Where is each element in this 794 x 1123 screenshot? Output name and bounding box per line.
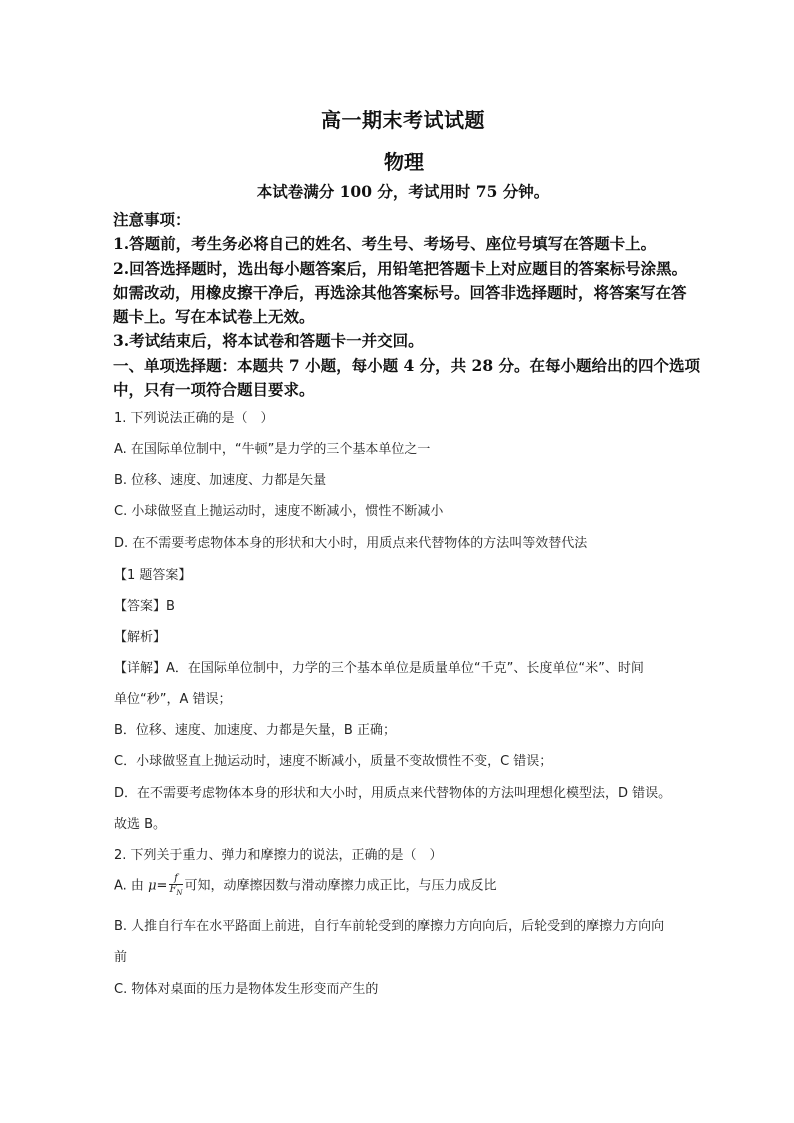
q2-option-b-line-1: B. 人推自行车在水平路面上前进，自行车前轮受到的摩擦力方向向后，后轮受到的摩擦力方向向 <box>114 919 665 934</box>
q1-stem: 1. 下列说法正确的是（ ） <box>114 411 274 426</box>
notice-item-1: 1.答题前，考生务必将自己的姓名、考生号、考场号、座位号填写在答题卡上。 <box>113 234 657 253</box>
q1-detail-d: D．在不需要考虑物体本身的形状和大小时，用质点来代替物体的方法叫理想化模型法，D 错误。 <box>114 786 672 801</box>
equals-sign: = <box>156 878 168 894</box>
friction-coefficient-formula <box>169 874 182 898</box>
page-title: 高一期末考试试题 <box>321 108 485 132</box>
q1-option-b: B. 位移、速度、加速度、力都是矢量 <box>114 473 327 488</box>
q1-detail-c: C．小球做竖直上抛运动时，速度不断减小，质量不变故惯性不变，C 错误； <box>114 754 553 769</box>
notice-item-2-line-3: 题卡上。写在本试卷上无效。 <box>113 307 315 326</box>
q2-option-c: C. 物体对桌面的压力是物体发生形变而产生的 <box>114 982 379 997</box>
section-1-heading-line-1: 一、单项选择题：本题共 7 小题，每小题 4 分，共 28 分。在每小题给出的四个选项 <box>113 356 701 375</box>
q1-conclusion: 故选 B。 <box>114 817 167 832</box>
notice-heading: 注意事项： <box>113 210 191 229</box>
q1-option-d: D. 在不需要考虑物体本身的形状和大小时，用质点来代替物体的方法叫等效替代法 <box>114 536 588 551</box>
formula-denominator: $F_N$ <box>169 884 183 897</box>
mu-symbol: μ <box>148 878 157 894</box>
q2-option-b-line-2: 前 <box>114 950 128 965</box>
q1-option-c: C. 小球做竖直上抛运动时，速度不断减小，惯性不断减小 <box>114 504 444 519</box>
q1-answer: 【答案】B <box>114 599 175 614</box>
q1-answer-header: 【1 题答案】 <box>114 568 192 583</box>
notice-item-3: 3.考试结束后，将本试卷和答题卡一并交回。 <box>113 331 424 350</box>
q1-option-a: A. 在国际单位制中，“牛顿”是力学的三个基本单位之一 <box>114 442 431 457</box>
notice-item-2-line-1: 2.回答选择题时，选出每小题答案后，用铅笔把答题卡上对应题目的答案标号涂黑。 <box>113 259 688 278</box>
q2-option-a <box>114 874 497 898</box>
q2-option-a-suffix: 可知，动摩擦因数与滑动摩擦力成正比，与压力成反比 <box>184 878 497 894</box>
q2-option-a-prefix: A. 由 <box>114 878 144 894</box>
q1-analysis-header: 【解析】 <box>114 630 167 645</box>
subject-title: 物理 <box>384 150 424 174</box>
q1-detail-b: B．位移、速度、加速度、力都是矢量，B 正确； <box>114 723 396 738</box>
section-1-heading-line-2: 中，只有一项符合题目要求。 <box>113 380 315 399</box>
exam-info: 本试卷满分 100 分，考试用时 75 分钟。 <box>256 182 550 201</box>
formula-numerator: f <box>169 874 182 885</box>
q2-stem: 2. 下列关于重力、弹力和摩擦力的说法，正确的是（ ） <box>114 848 443 863</box>
q1-detail-line-2: 单位“秒”，A 错误； <box>114 692 232 707</box>
notice-item-2-line-2: 如需改动，用橡皮擦干净后，再选涂其他答案标号。回答非选择题时，将答案写在答 <box>113 283 687 302</box>
q1-detail-line-1: 【详解】A．在国际单位制中，力学的三个基本单位是质量单位“千克”、长度单位“米”、时间 <box>114 661 644 676</box>
